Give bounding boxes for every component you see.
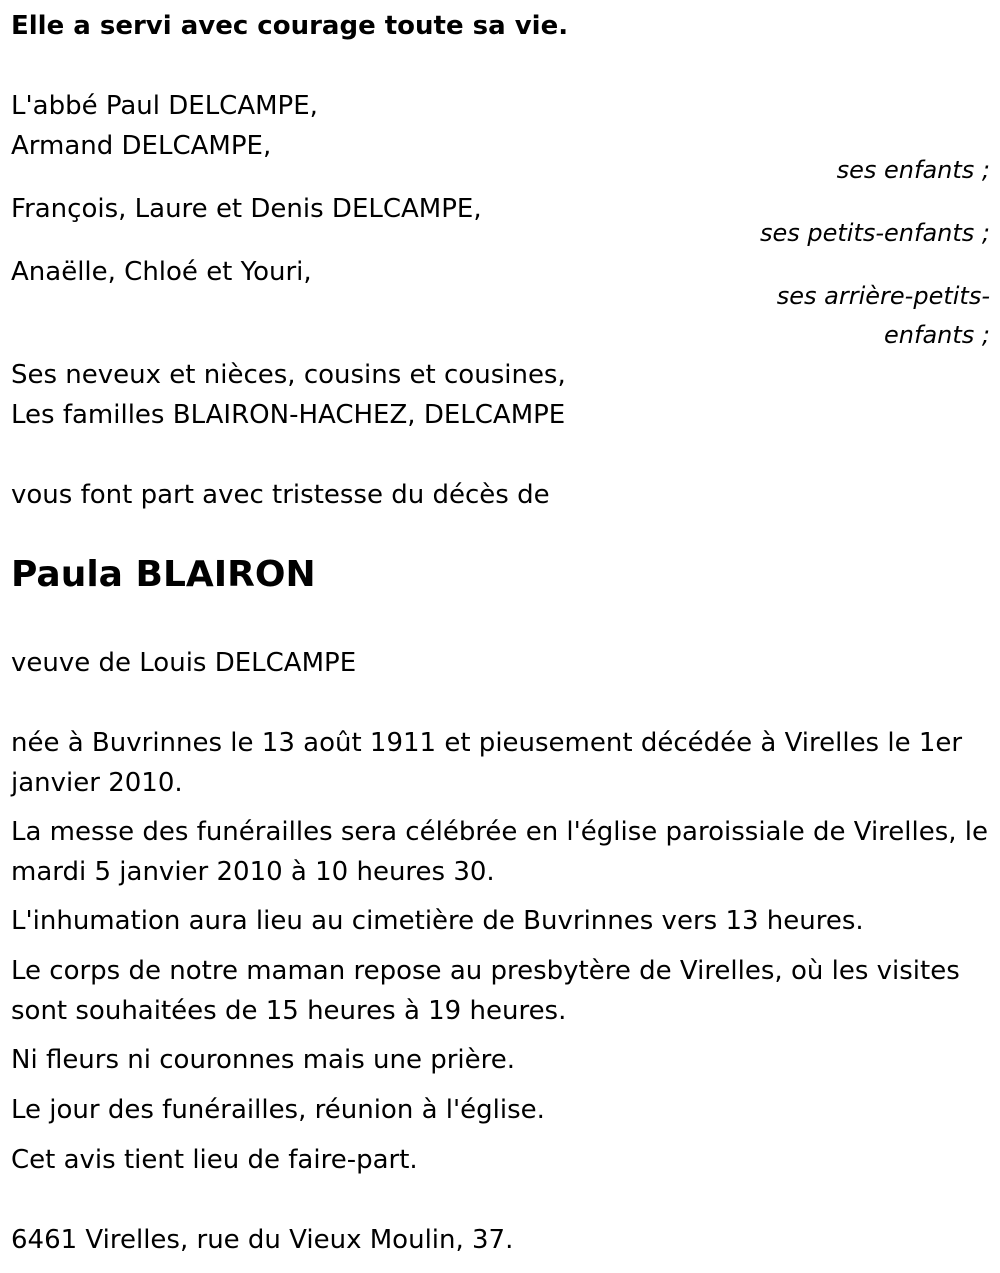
widow-of: veuve de Louis DELCAMPE [11, 648, 357, 678]
great-grandchildren-role-line1: ses arrière-petits- [776, 282, 990, 310]
grandchildren-names: François, Laure et Denis DELCAMPE, [11, 194, 482, 224]
detail-birth-death: née à Buvrinnes le 13 août 1911 et pieusement décédée à Virelles le 1er janvier 2010. [11, 728, 963, 798]
children-name-1: L'abbé Paul DELCAMPE, [11, 91, 318, 121]
great-grandchildren-names: Anaëlle, Chloé et Youri, [11, 257, 312, 287]
detail-church-meeting: Le jour des funérailles, réunion à l'église. [11, 1095, 545, 1125]
detail-funeral-mass: La messe des funérailles sera célébrée en l'église paroissiale de Virelles, le mardi 5 janvier 2010 à 10 heures 30. [11, 817, 989, 887]
grandchildren-role: ses petits-enfants ; [759, 219, 990, 247]
children-name-2: Armand DELCAMPE, [11, 131, 272, 161]
relatives-line-2: Les familles BLAIRON-HACHEZ, DELCAMPE [11, 400, 566, 430]
relatives-line-1: Ses neveux et nièces, cousins et cousines, [11, 360, 566, 390]
children-role: ses enfants ; [836, 156, 990, 184]
announcement: vous font part avec tristesse du décès de [11, 480, 550, 510]
address: 6461 Virelles, rue du Vieux Moulin, 37. [11, 1225, 514, 1255]
motto: Elle a servi avec courage toute sa vie. [11, 11, 569, 41]
detail-no-flowers: Ni fleurs ni couronnes mais une prière. [11, 1045, 516, 1075]
great-grandchildren-role-line2: enfants ; [884, 321, 990, 349]
deceased-name: Paula BLAIRON [11, 554, 316, 595]
detail-burial: L'inhumation aura lieu au cimetière de Buvrinnes vers 13 heures. [11, 906, 864, 936]
detail-notice: Cet avis tient lieu de faire-part. [11, 1145, 418, 1175]
detail-visitation: Le corps de notre maman repose au presbytère de Virelles, où les visites sont souhaitées de 15 heures à 19 heures. [11, 956, 960, 1026]
